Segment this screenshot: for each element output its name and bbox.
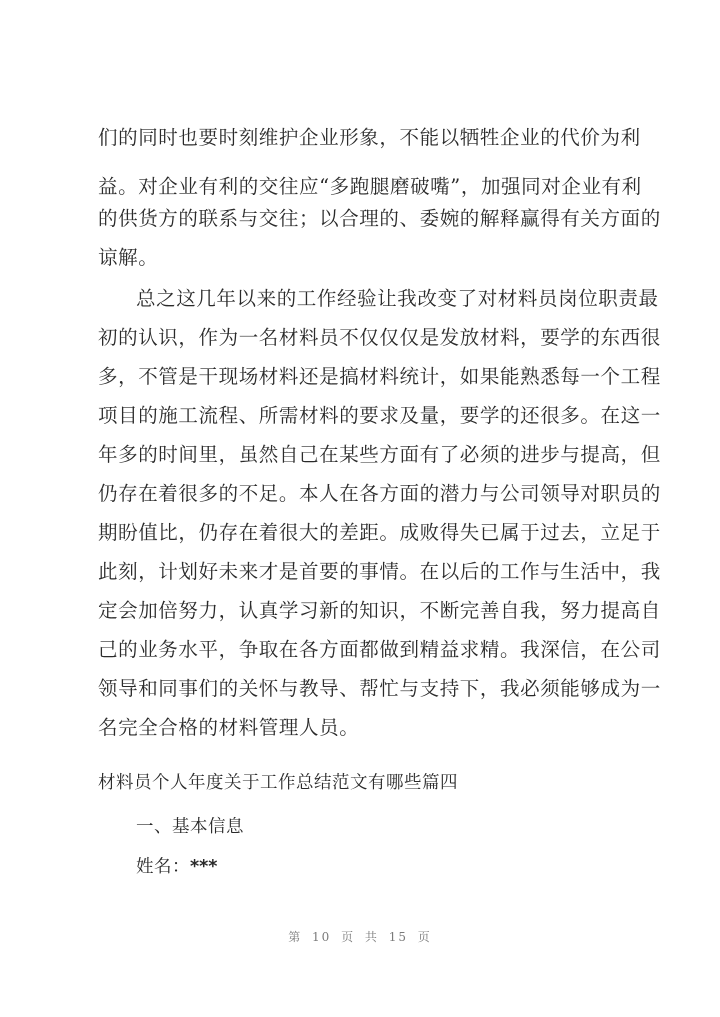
text-line: 仍存在着很多的不足。本人在各方面的潜力与公司领导对职员的 bbox=[98, 482, 661, 505]
text-line: 益。对企业有利的交往应“多跑腿磨破嘴”，加强同对企业有利 bbox=[98, 175, 642, 198]
sub-heading: 一、基本信息 bbox=[136, 817, 244, 837]
text-line: 谅解。 bbox=[98, 246, 159, 269]
text-line: 多，不管是干现场材料还是搞材料统计，如果能熟悉每一个工程 bbox=[98, 365, 661, 388]
text-line: 们的同时也要时刻维护企业形象，不能以牺牲企业的代价为利 bbox=[98, 126, 641, 149]
text-line: 期盼值比，仍存在着很大的差距。成败得失已属于过去，立足于 bbox=[98, 521, 661, 544]
text-line: 初的认识，作为一名材料员不仅仅仅是发放材料，要学的东西很 bbox=[98, 326, 661, 349]
text-line: 领导和同事们的关怀与教导、帮忙与支持下，我必须能够成为一 bbox=[98, 677, 661, 700]
text-line: 己的业务水平，争取在各方面都做到精益求精。我深信，在公司 bbox=[98, 638, 661, 661]
text-line: 名完全合格的材料管理人员。 bbox=[98, 716, 360, 739]
page-footer: 第 10 页 共 15 页 bbox=[288, 930, 432, 944]
section-heading: 材料员个人年度关于工作总结范文有哪些篇四 bbox=[98, 773, 458, 793]
text-line: 总之这几年以来的工作经验让我改变了对材料员岗位职责最 bbox=[136, 287, 659, 310]
text-line: 项目的施工流程、所需材料的要求及量，要学的还很多。在这一 bbox=[98, 404, 661, 427]
text-line: 的供货方的联系与交往；以合理的、委婉的解释赢得有关方面的 bbox=[98, 207, 661, 230]
text-line: 定会加倍努力，认真学习新的知识，不断完善自我，努力提高自 bbox=[98, 599, 661, 622]
name-value: *** bbox=[190, 857, 218, 877]
name-label: 姓名： bbox=[136, 857, 190, 877]
text-line: 此刻，计划好未来才是首要的事情。在以后的工作与生活中，我 bbox=[98, 560, 661, 583]
text-line: 年多的时间里，虽然自己在某些方面有了必须的进步与提高，但 bbox=[98, 443, 661, 466]
name-field bbox=[136, 855, 217, 879]
